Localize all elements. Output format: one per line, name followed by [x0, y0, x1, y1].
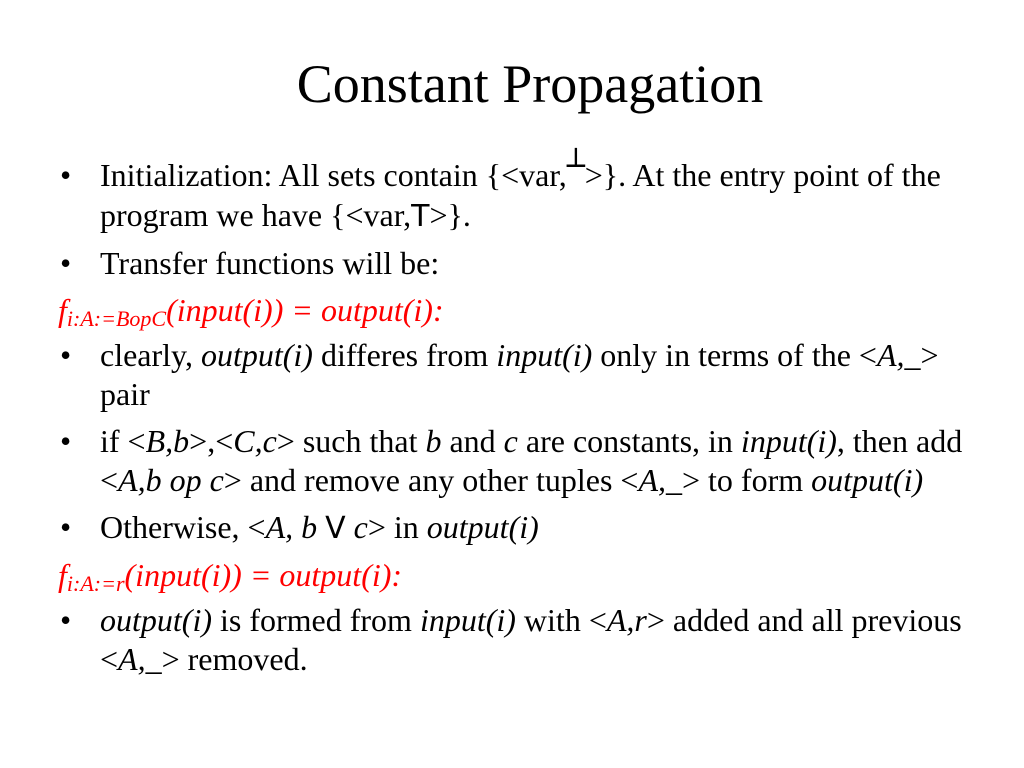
bullet-italic: input(i): [496, 337, 593, 373]
bullet-dot: •: [60, 337, 72, 373]
top-symbol-icon: T: [411, 199, 430, 234]
bullet-text: > such that: [276, 423, 426, 459]
bullet-text: , then add <: [100, 423, 963, 498]
bullet-italic: input(i): [740, 423, 837, 459]
formula-rest: (input(i)) = output(i):: [124, 557, 403, 593]
bullet-italic: output(i): [100, 602, 212, 638]
slide-body: [58, 149, 978, 687]
bullet-text: >,<: [189, 423, 234, 459]
bullet-text: > and remove any other tuples <: [223, 462, 639, 498]
bullet-italic: input(i): [419, 602, 516, 638]
slide-title: Constant Propagation: [296, 54, 764, 114]
bullet-italic: b: [425, 423, 442, 459]
bullet-italic: A,_: [118, 641, 162, 677]
bullet-italic: C,c: [233, 423, 277, 459]
bullet-text: is formed from: [211, 602, 420, 638]
bullet-italic: A,_: [638, 462, 682, 498]
bullet-dot: •: [60, 509, 72, 545]
bullet-text: >}.: [429, 197, 471, 233]
bullet-otherwise: [58, 508, 978, 548]
bullet-italic: c: [345, 509, 368, 545]
bullet-italic: B,b: [145, 423, 190, 459]
bullet-italic: output(i): [811, 462, 924, 498]
formula-subscript: i:A:=r: [66, 571, 125, 596]
bullet-text: with <: [515, 602, 607, 638]
bullet-dot: •: [60, 602, 72, 638]
bullet-italic: A, b: [265, 509, 326, 545]
meet-symbol-icon: V: [325, 511, 346, 546]
bullet-text: > pair: [100, 337, 939, 412]
bullet-italic: A,_: [876, 337, 921, 373]
bullet-text: only in terms of the <: [592, 337, 877, 373]
bullet-text: are constants, in: [517, 423, 741, 459]
bullet-text: Initialization: All sets contain {<var,: [100, 157, 567, 193]
bullet-output-formed: [58, 601, 978, 679]
bullet-initialization: [58, 149, 978, 236]
bullet-text: > in: [367, 509, 427, 545]
bullet-text: > removed.: [161, 641, 308, 677]
formula-f: f: [58, 292, 67, 328]
bullet-text: if <: [100, 423, 146, 459]
bullet-italic: output(i): [200, 337, 313, 373]
bullet-text: Otherwise, <: [100, 509, 266, 545]
bottom-symbol-icon: ┴: [566, 149, 585, 184]
formula-assign-r: [58, 556, 978, 595]
bullet-text: >}. At the entry point of the program we have {<var,: [100, 157, 941, 233]
bullet-italic: c: [503, 423, 518, 459]
bullet-italic: output(i): [426, 509, 539, 545]
formula-bop: [58, 291, 978, 330]
bullet-if-constants: [58, 422, 978, 500]
bullet-text: clearly,: [100, 337, 201, 373]
bullet-text: Transfer functions will be:: [100, 245, 440, 281]
formula-subscript: i:A:=BopC: [66, 306, 167, 331]
bullet-text: differes from: [312, 337, 497, 373]
bullet-dot: •: [60, 157, 72, 193]
bullet-text: > added and all previous <: [100, 602, 962, 677]
bullet-text: and: [441, 423, 504, 459]
formula-f: f: [58, 557, 67, 593]
bullet-dot: •: [60, 423, 72, 459]
bullet-dot: •: [60, 245, 72, 281]
formula-rest: (input(i)) = output(i):: [166, 292, 444, 328]
bullet-transfer-functions: [58, 244, 978, 283]
bullet-text: > to form: [681, 462, 812, 498]
bullet-italic: A,r: [606, 602, 647, 638]
bullet-italic: A,b op c: [118, 462, 224, 498]
bullet-clearly: [58, 336, 978, 414]
